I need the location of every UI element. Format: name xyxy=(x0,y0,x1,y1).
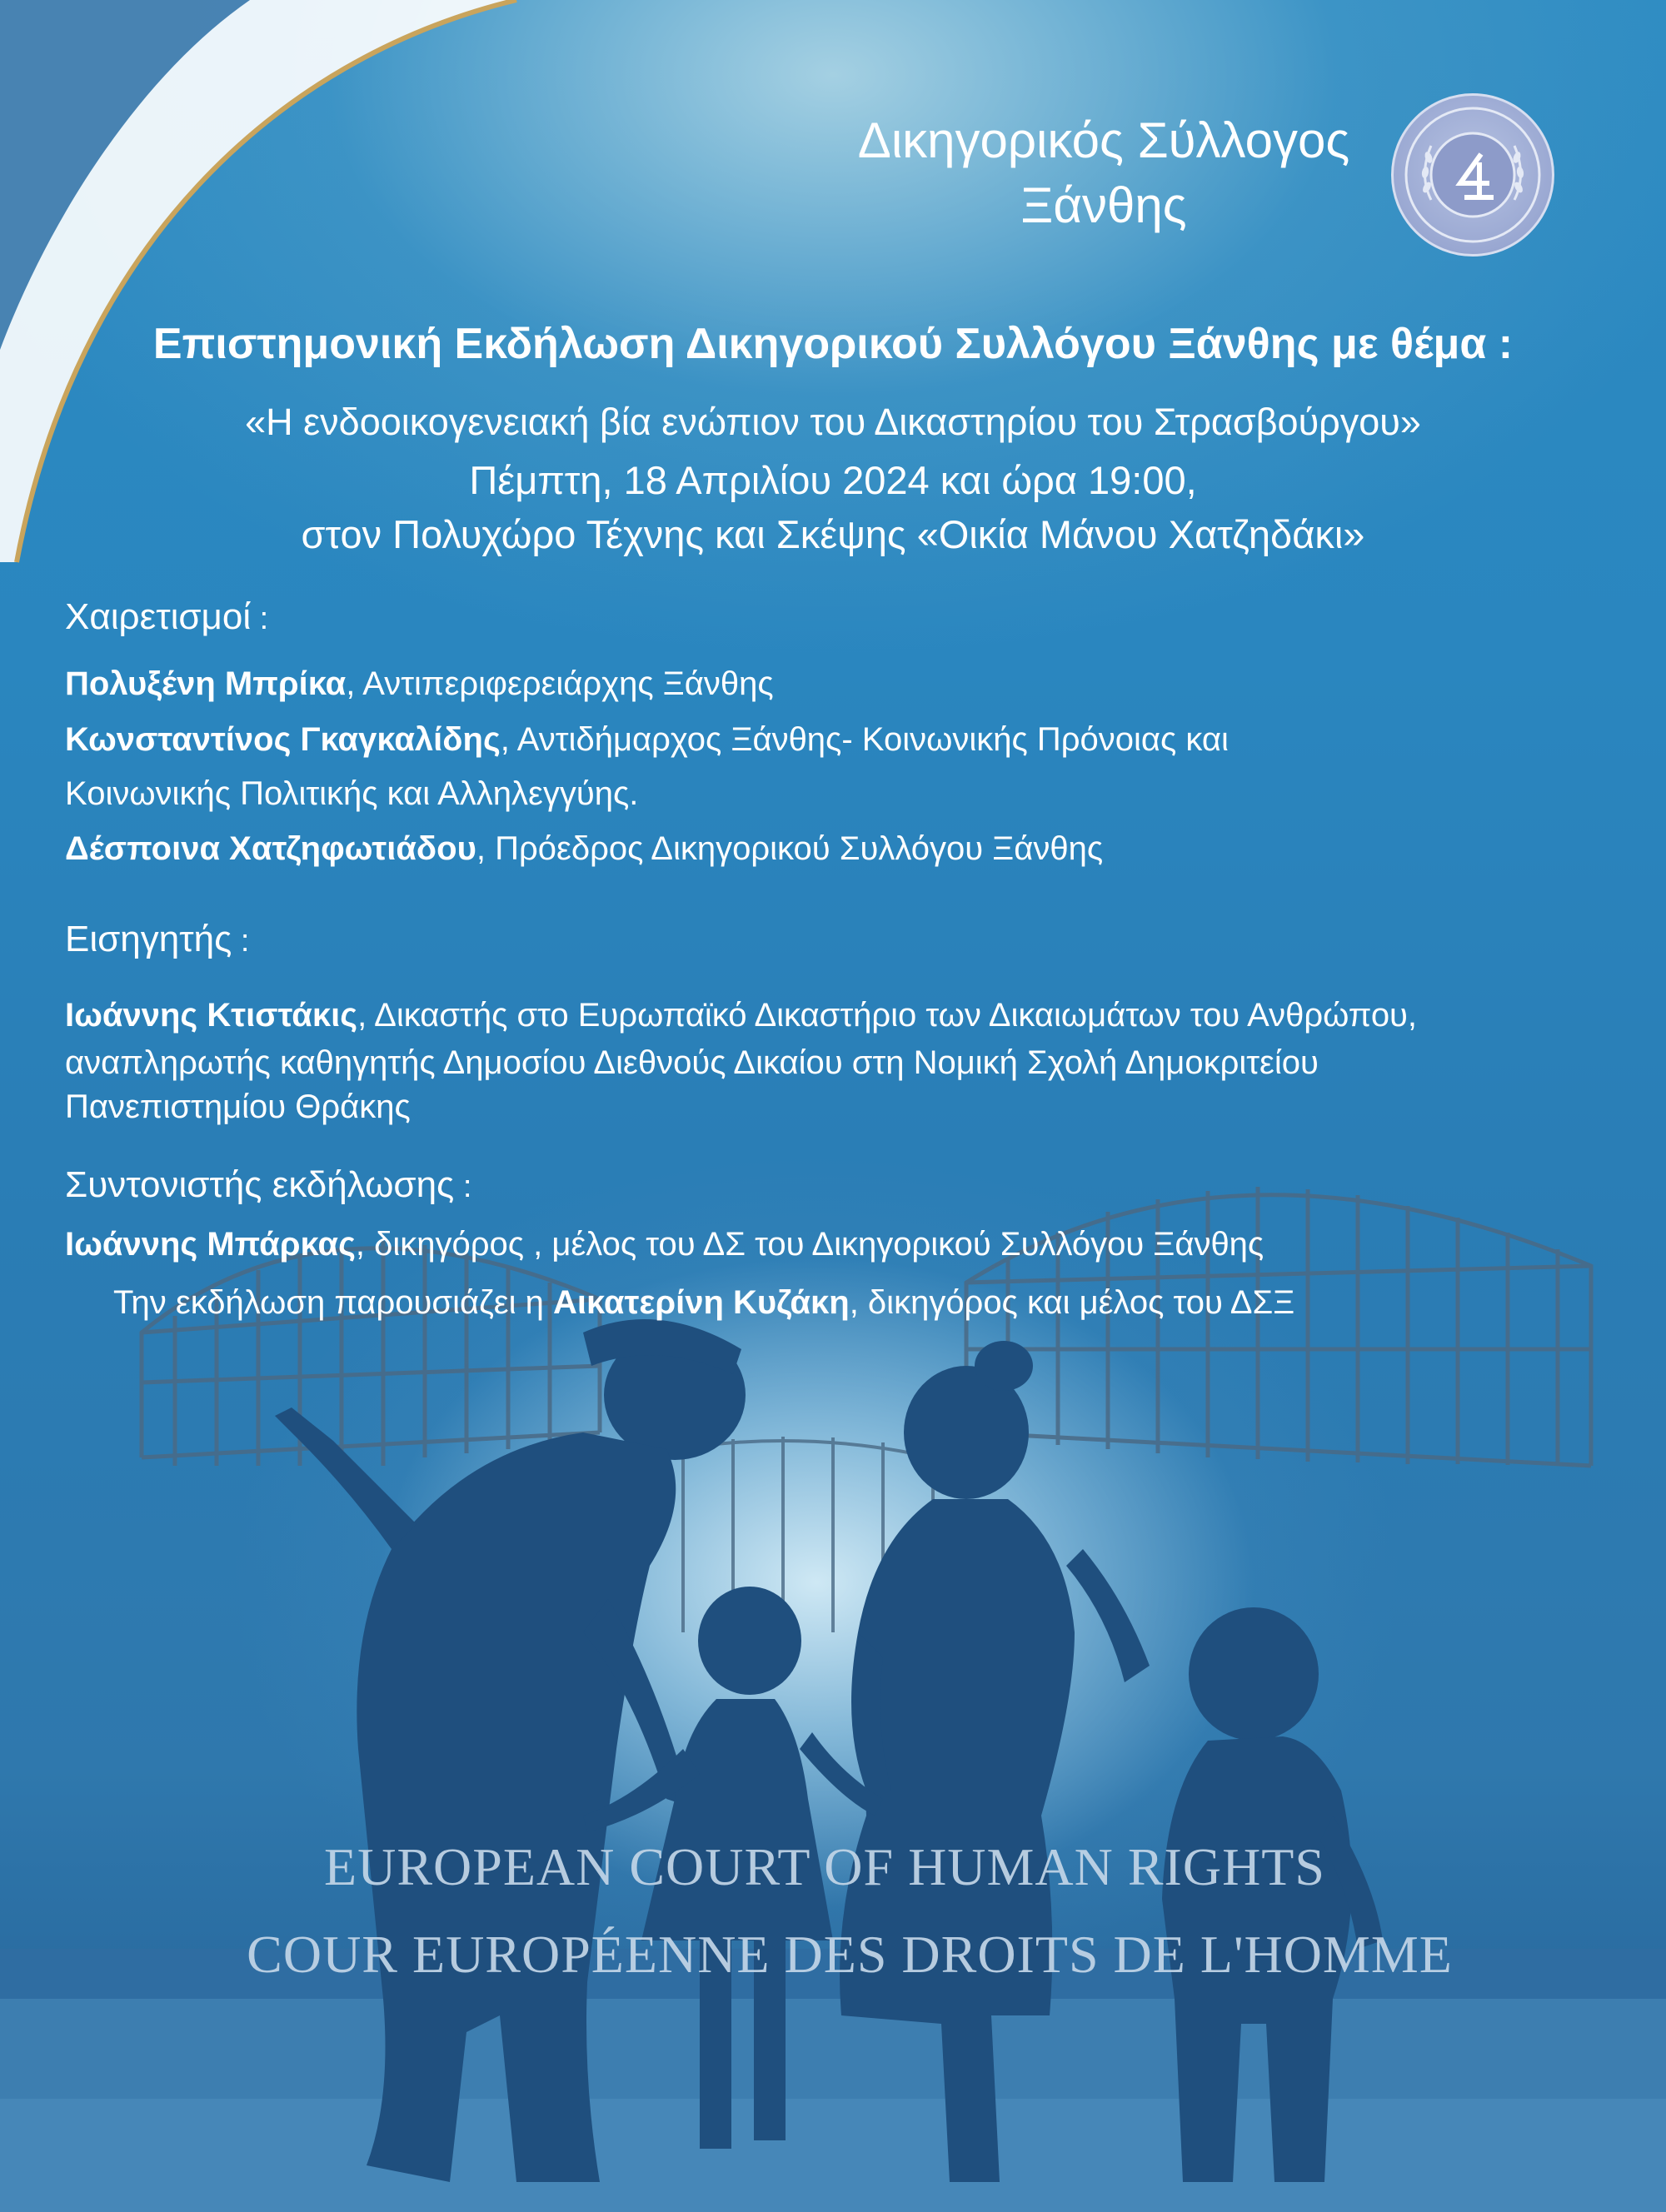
speaker-heading xyxy=(65,916,249,964)
greeting-name: Πολυξένη Μπρίκα xyxy=(65,665,347,702)
coordinator-heading-text: Συντονιστής εκδήλωσης xyxy=(65,1164,455,1205)
speaker-heading-text: Εισηγητής xyxy=(65,919,232,959)
speaker-line-2: αναπληρωτής καθηγητής Δημοσίου Διεθνούς Δικαίου στη Νομική Σχολή Δημοκριτείου xyxy=(65,1044,1319,1081)
greeting-item xyxy=(65,718,1229,761)
presenter-line xyxy=(113,1281,1294,1324)
speaker-line-3: Πανεπιστημίου Θράκης xyxy=(65,1089,411,1125)
greetings-heading-text: Χαιρετισμοί xyxy=(65,596,252,637)
speaker-line-1 xyxy=(65,994,1417,1037)
court-left-dome-icon xyxy=(142,1241,600,1466)
greeting-role: , Αντιδήμαρχος Ξάνθης- Κοινωνικής Πρόνοιας και xyxy=(500,721,1229,758)
greeting-name: Κωνσταντίνος Γκαγκαλίδης xyxy=(65,721,501,758)
court-sign-french: COUR EUROPÉENNE DES DROITS DE L'HOMME xyxy=(247,1925,1453,1984)
greetings-heading-colon: : xyxy=(251,601,269,636)
greeting-role: , Αντιπεριφερειάρχης Ξάνθης xyxy=(346,665,774,702)
greetings-heading xyxy=(65,594,268,642)
presenter-role: , δικηγόρος και μέλος του ΔΣΞ xyxy=(849,1284,1295,1321)
organization-name-line1: Δικηγορικός Σύλλογος xyxy=(857,112,1350,168)
event-title: Επιστημονική Εκδήλωση Δικηγορικού Συλλόγου Ξάνθης με θέμα : xyxy=(152,320,1514,368)
greeting-role: , Πρόεδρος Δικηγορικού Συλλόγου Ξάνθης xyxy=(476,830,1104,867)
coordinator-name: Ιωάννης Μπάρκας xyxy=(65,1226,356,1263)
speaker-role: , Δικαστής στο Ευρωπαϊκό Δικαστήριο των Δικαιωμάτων του Ανθρώπου, xyxy=(357,997,1418,1034)
greeting-item xyxy=(65,662,774,705)
presenter-prefix: Την εκδήλωση παρουσιάζει η xyxy=(113,1284,553,1321)
event-venue: στον Πολυχώρο Τέχνης και Σκέψης «Οικία Μάνου Χατζηδάκι» xyxy=(301,512,1365,556)
coordinator-heading xyxy=(65,1162,471,1210)
bar-association-logo-icon xyxy=(1391,93,1554,257)
organization-name xyxy=(800,108,1408,238)
event-subject: «Η ενδοοικογενειακή βία ενώπιον του Δικαστηρίου του Στρασβούργου» xyxy=(245,401,1421,443)
court-sign-english: EUROPEAN COURT OF HUMAN RIGHTS xyxy=(324,1837,1325,1896)
coordinator-role: , δικηγόρος , μέλος του ΔΣ του Δικηγορικού Συλλόγου Ξάνθης xyxy=(355,1226,1264,1263)
coordinator-heading-colon: : xyxy=(454,1169,472,1204)
speaker-heading-colon: : xyxy=(232,924,250,959)
speaker-name: Ιωάννης Κτιστάκις xyxy=(65,997,358,1034)
event-date-time: Πέμπτη, 18 Απριλίου 2024 και ώρα 19:00, xyxy=(469,458,1197,502)
greeting-name: Δέσποινα Χατζηφωτιάδου xyxy=(65,830,476,867)
greeting-item xyxy=(65,827,1103,870)
coordinator-line xyxy=(65,1223,1264,1266)
greeting-role-continued: Κοινωνικής Πολιτικής και Αλληλεγγύης. xyxy=(65,775,639,812)
organization-name-line2: Ξάνθης xyxy=(1020,177,1187,233)
presenter-name: Αικατερίνη Κυζάκη xyxy=(552,1284,850,1321)
